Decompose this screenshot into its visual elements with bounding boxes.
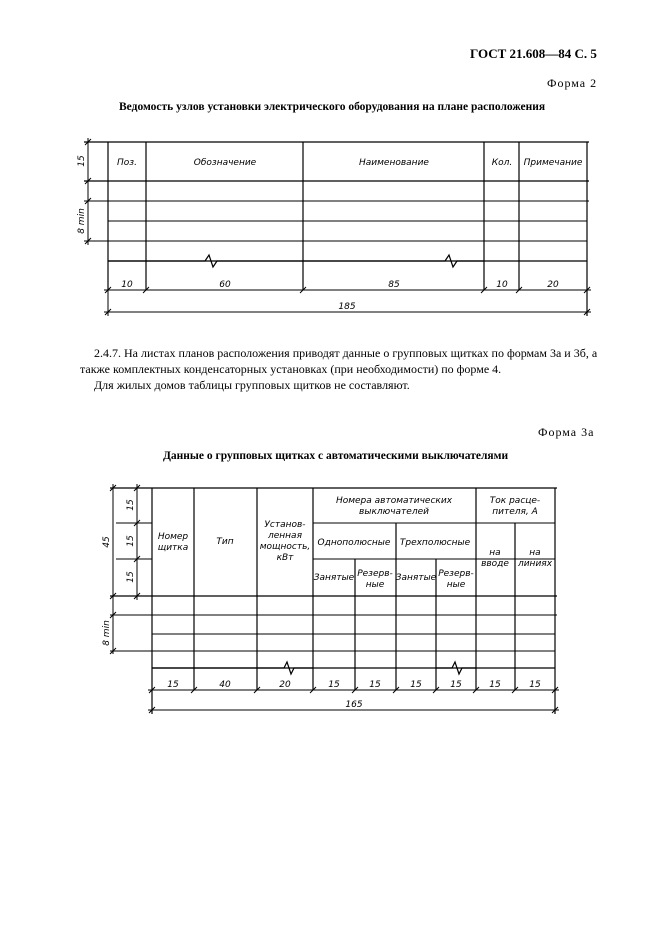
form3a-height-1: 15 <box>126 499 136 511</box>
form3a-title: Данные о групповых щитках с автоматическими выключателями <box>163 450 509 462</box>
form2-header-height: 15 <box>77 155 87 167</box>
form3a-single-pole: Однополюсные <box>317 538 391 548</box>
form3a-on-input-2: вводе <box>481 559 509 569</box>
form3a-col-power-1: Установ- <box>264 520 306 530</box>
form3a-reserve-1a: Резерв- <box>357 569 393 579</box>
form2-title: Ведомость узлов установки электрического оборудования на плане расположения <box>119 101 546 113</box>
form2-width-3: 85 <box>388 280 400 290</box>
form2-col-name: Наименование <box>359 158 429 168</box>
form3a-on-lines-1: на <box>529 548 541 558</box>
form3a-width-8: 15 <box>489 680 501 690</box>
form3a-occupied-2: Занятые <box>395 573 437 583</box>
form2-label: Форма 2 <box>547 76 598 90</box>
form2-col-designation: Обозначение <box>193 158 257 168</box>
form3a-fuse-current-1: Ток расце- <box>489 496 541 506</box>
form3a-col-power-2: ленная <box>268 531 302 541</box>
form2-width-5: 20 <box>547 280 559 290</box>
form3a-row-height: 8 min <box>102 620 112 646</box>
form3a-reserve-1b: ные <box>365 580 385 590</box>
page-header: ГОСТ 21.608—84 С. 5 <box>470 46 597 61</box>
paragraph-line-2: Для жилых домов таблицы групповых щитков не составляют. <box>94 378 410 392</box>
form3a-width-6: 15 <box>410 680 422 690</box>
form2-col-note: Примечание <box>523 158 583 168</box>
form2-width-1: 10 <box>121 280 133 290</box>
form3a-col-panel-number-2: щитка <box>157 543 189 553</box>
form2-row-height: 8 min <box>77 208 87 234</box>
form3a-fuse-current-2: пителя, А <box>492 507 538 517</box>
form2-col-pos: Поз. <box>117 158 137 168</box>
form3a-group-breakers-1: Номера автоматических <box>335 496 453 506</box>
form3a-total-width: 165 <box>345 700 363 710</box>
form3a-on-input-1: на <box>489 548 501 558</box>
form3a-group-breakers-2: выключателей <box>359 507 429 517</box>
form3a-three-pole: Трехполюсные <box>399 538 471 548</box>
form3a-width-3: 20 <box>279 680 291 690</box>
form3a-col-power-3: мощность, <box>259 542 311 552</box>
form3a-width-9: 15 <box>529 680 541 690</box>
form3a-label: Форма 3а <box>538 425 595 439</box>
form2-total-width: 185 <box>338 302 356 312</box>
paragraph-2-4-7 <box>80 345 620 393</box>
form3a-height-total: 45 <box>102 536 112 548</box>
form3a-width-4: 15 <box>328 680 340 690</box>
form3a-on-lines-2: линиях <box>517 559 553 569</box>
form3a-col-power-4: кВт <box>276 553 294 563</box>
form3a-col-panel-number: Номер <box>157 532 189 542</box>
form3a-height-2: 15 <box>126 535 136 547</box>
form3a-col-type: Тип <box>216 537 234 547</box>
form3a-width-1: 15 <box>167 680 179 690</box>
form2-col-qty: Кол. <box>491 158 513 168</box>
form3a-height-3: 15 <box>126 571 136 583</box>
form3a-reserve-2a: Резерв- <box>438 569 474 579</box>
form3a-width-5: 15 <box>369 680 381 690</box>
form2-width-2: 60 <box>219 280 231 290</box>
form3a-width-2: 40 <box>219 680 231 690</box>
paragraph-line-1: 2.4.7. На листах планов расположения приводят данные о групповых щитках по формам 3а и 3б, а также комплектных конденсаторных установках (при необходимости) по форме 4. <box>80 346 598 376</box>
form2-width-4: 10 <box>496 280 508 290</box>
form3a-width-7: 15 <box>450 680 462 690</box>
form3a-occupied-1: Занятые <box>313 573 355 583</box>
form3a-reserve-2b: ные <box>446 580 466 590</box>
